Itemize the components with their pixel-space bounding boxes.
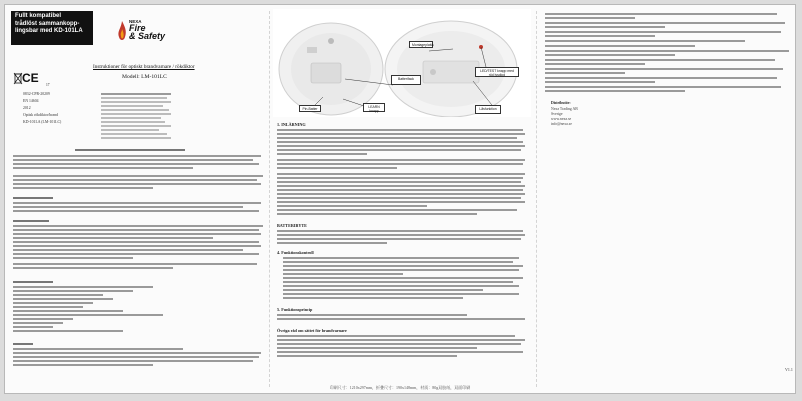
- text-line: [13, 241, 259, 243]
- text-line: [13, 159, 253, 161]
- distributor-line: www.nexa.se: [551, 117, 572, 121]
- detector-photo: [273, 9, 531, 117]
- spec-row: Optisk rökdiktor/brand: [23, 113, 58, 117]
- text-line: [13, 322, 63, 324]
- text-line: [277, 181, 521, 183]
- text-line: [13, 326, 53, 328]
- distributor-line: Sverige: [551, 112, 563, 116]
- text-line: [277, 351, 523, 353]
- label-pin: Pin-Batter: [299, 105, 321, 112]
- text-line: [545, 50, 789, 52]
- text-line: [277, 185, 525, 187]
- model-number: Modell: LM-101LC: [122, 74, 167, 80]
- text-line: [13, 281, 53, 283]
- column-right: [539, 5, 795, 393]
- text-line: [545, 40, 745, 42]
- text-line: [101, 101, 171, 103]
- text-line: [13, 179, 257, 181]
- text-line: [283, 277, 523, 279]
- text-line: [13, 225, 263, 227]
- heading-operation: 5. Funktionsprincip: [277, 307, 313, 312]
- text-line: [283, 289, 483, 291]
- badge-line-3: lingsbar med KD-101LA: [15, 28, 83, 35]
- text-line: [13, 202, 261, 204]
- column-left: [5, 5, 267, 393]
- text-line: [277, 141, 523, 143]
- text-line: [101, 93, 171, 95]
- text-line: [13, 267, 173, 269]
- spec-row: 2012: [23, 106, 31, 110]
- heading-installation: 1. INLÄRNING: [277, 122, 306, 127]
- fold-line: [536, 11, 537, 387]
- label-battery: Batterifack: [391, 75, 421, 85]
- text-line: [545, 63, 645, 65]
- text-line: [277, 318, 525, 320]
- flame-icon: [117, 21, 127, 45]
- text-line: [13, 155, 261, 157]
- manual-title: Instruktioner för optiskt brandvarnare / rökdiktor: [93, 64, 195, 70]
- text-line: [13, 187, 153, 189]
- text-line: [13, 290, 133, 292]
- text-line: [277, 133, 525, 135]
- text-line: [277, 177, 523, 179]
- text-line: [283, 297, 463, 299]
- text-line: [13, 163, 259, 165]
- compatibility-badge: [11, 11, 93, 45]
- text-line: [13, 245, 261, 247]
- text-line: [13, 229, 259, 231]
- ce-number: 17: [46, 83, 50, 87]
- text-line: [545, 17, 635, 19]
- text-line: [101, 129, 159, 131]
- distributor-label: Distributör:: [551, 101, 571, 105]
- text-line: [13, 263, 257, 265]
- text-line: [101, 133, 167, 135]
- text-line: [283, 261, 513, 263]
- text-line: [277, 189, 523, 191]
- text-line: [545, 59, 775, 61]
- badge-line-2: trådlöst sammankopp-: [15, 20, 80, 27]
- fold-line: [269, 11, 270, 387]
- text-line: [277, 173, 525, 175]
- text-line: [277, 209, 517, 211]
- text-line: [13, 210, 259, 212]
- text-line: [13, 253, 259, 255]
- text-line: [545, 35, 655, 37]
- manual-sheet: [4, 4, 796, 394]
- text-line: [13, 249, 243, 251]
- text-line: [283, 269, 519, 271]
- spec-row: KD-101LA (LM-101LC): [23, 120, 62, 124]
- text-line: [13, 352, 261, 354]
- text-line: [13, 197, 53, 199]
- text-line: [75, 149, 185, 151]
- text-line: [277, 347, 477, 349]
- text-line: [101, 113, 171, 115]
- text-line: [545, 54, 675, 56]
- text-line: [545, 68, 783, 70]
- label-led: LED/TEST knapp med röd lysdiod: [475, 67, 519, 77]
- text-line: [101, 125, 171, 127]
- logo-text: [129, 19, 165, 40]
- text-line: [545, 22, 785, 24]
- spec-row: EN 14604: [23, 99, 39, 103]
- badge-line-1: Fullt kompatibel: [15, 13, 62, 19]
- text-line: [277, 193, 525, 195]
- label-mounting: Montageplatta: [409, 41, 433, 48]
- distributor-line: Nexa Trading AB: [551, 107, 578, 111]
- text-line: [13, 237, 213, 239]
- text-line: [13, 364, 153, 366]
- text-line: [13, 318, 73, 320]
- text-line: [13, 360, 253, 362]
- text-line: [283, 285, 519, 287]
- column-middle: [271, 5, 533, 393]
- distributor-line: info@nexa.se: [551, 122, 572, 126]
- text-line: [545, 72, 625, 74]
- text-line: [545, 77, 777, 79]
- text-line: [101, 97, 167, 99]
- text-line: [277, 242, 387, 244]
- text-line: [13, 183, 261, 185]
- heading-battery: BATTERIBYTE: [277, 223, 307, 228]
- text-line: [277, 201, 525, 203]
- text-line: [277, 197, 521, 199]
- text-line: [13, 220, 49, 222]
- text-line: [101, 121, 165, 123]
- text-line: [277, 167, 397, 169]
- text-line: [277, 153, 367, 155]
- text-line: [13, 257, 133, 259]
- text-line: [545, 45, 695, 47]
- version-label: V1.1: [785, 367, 793, 372]
- text-line: [277, 129, 523, 131]
- text-line: [13, 167, 193, 169]
- text-line: [13, 298, 113, 300]
- text-line: [545, 26, 665, 28]
- text-line: [13, 314, 163, 316]
- text-line: [277, 205, 427, 207]
- label-learn: LEARN knapp: [363, 103, 385, 112]
- text-line: [277, 355, 457, 357]
- text-line: [545, 81, 655, 83]
- label-lock: Låsfunktion: [475, 105, 501, 114]
- text-line: [13, 175, 263, 177]
- text-line: [13, 343, 33, 345]
- spec-list: [23, 91, 61, 126]
- text-line: [13, 356, 259, 358]
- text-line: [277, 314, 467, 316]
- text-line: [13, 330, 123, 332]
- text-line: [283, 293, 519, 295]
- text-line: [13, 302, 93, 304]
- text-line: [13, 310, 123, 312]
- text-line: [283, 265, 523, 267]
- text-line: [277, 335, 515, 337]
- text-line: [13, 286, 153, 288]
- ce-mark: CE: [22, 71, 39, 85]
- spec-row: 0832-CPR-20209: [23, 92, 50, 96]
- text-line: [545, 31, 781, 33]
- text-line: [13, 206, 243, 208]
- text-line: [13, 233, 261, 235]
- text-line: [13, 294, 103, 296]
- text-line: [277, 159, 525, 161]
- text-line: [277, 238, 521, 240]
- heading-notes: Övriga råd om sättet för brandvarnare: [277, 328, 347, 333]
- logo-line-2: Fire: [129, 23, 146, 33]
- text-line: [283, 273, 403, 275]
- text-line: [277, 137, 517, 139]
- brand-logo: [117, 19, 175, 49]
- text-line: [101, 105, 163, 107]
- text-line: [283, 257, 519, 259]
- text-line: [277, 213, 477, 215]
- text-line: [101, 117, 161, 119]
- heading-functions: 4. Funktionskontroll: [277, 250, 314, 255]
- text-line: [545, 90, 685, 92]
- logo-line-1: NEXA: [129, 19, 142, 24]
- text-line: [545, 13, 777, 15]
- text-line: [13, 348, 183, 350]
- text-line: [277, 234, 525, 236]
- text-line: [277, 149, 521, 151]
- text-line: [13, 306, 83, 308]
- text-line: [277, 145, 525, 147]
- text-line: [101, 137, 171, 139]
- text-line: [101, 109, 169, 111]
- text-line: [277, 339, 525, 341]
- text-line: [545, 86, 781, 88]
- text-line: [277, 343, 521, 345]
- footer-text: 印刷尺寸：1210x297mm，折叠尺寸：190x148mm，材质：80g双胶纸，双面印刷: [329, 385, 471, 390]
- text-line: [283, 281, 513, 283]
- text-line: [277, 163, 523, 165]
- print-footer: [5, 385, 795, 391]
- logo-line-3: & Safety: [129, 31, 166, 41]
- text-line: [277, 230, 523, 232]
